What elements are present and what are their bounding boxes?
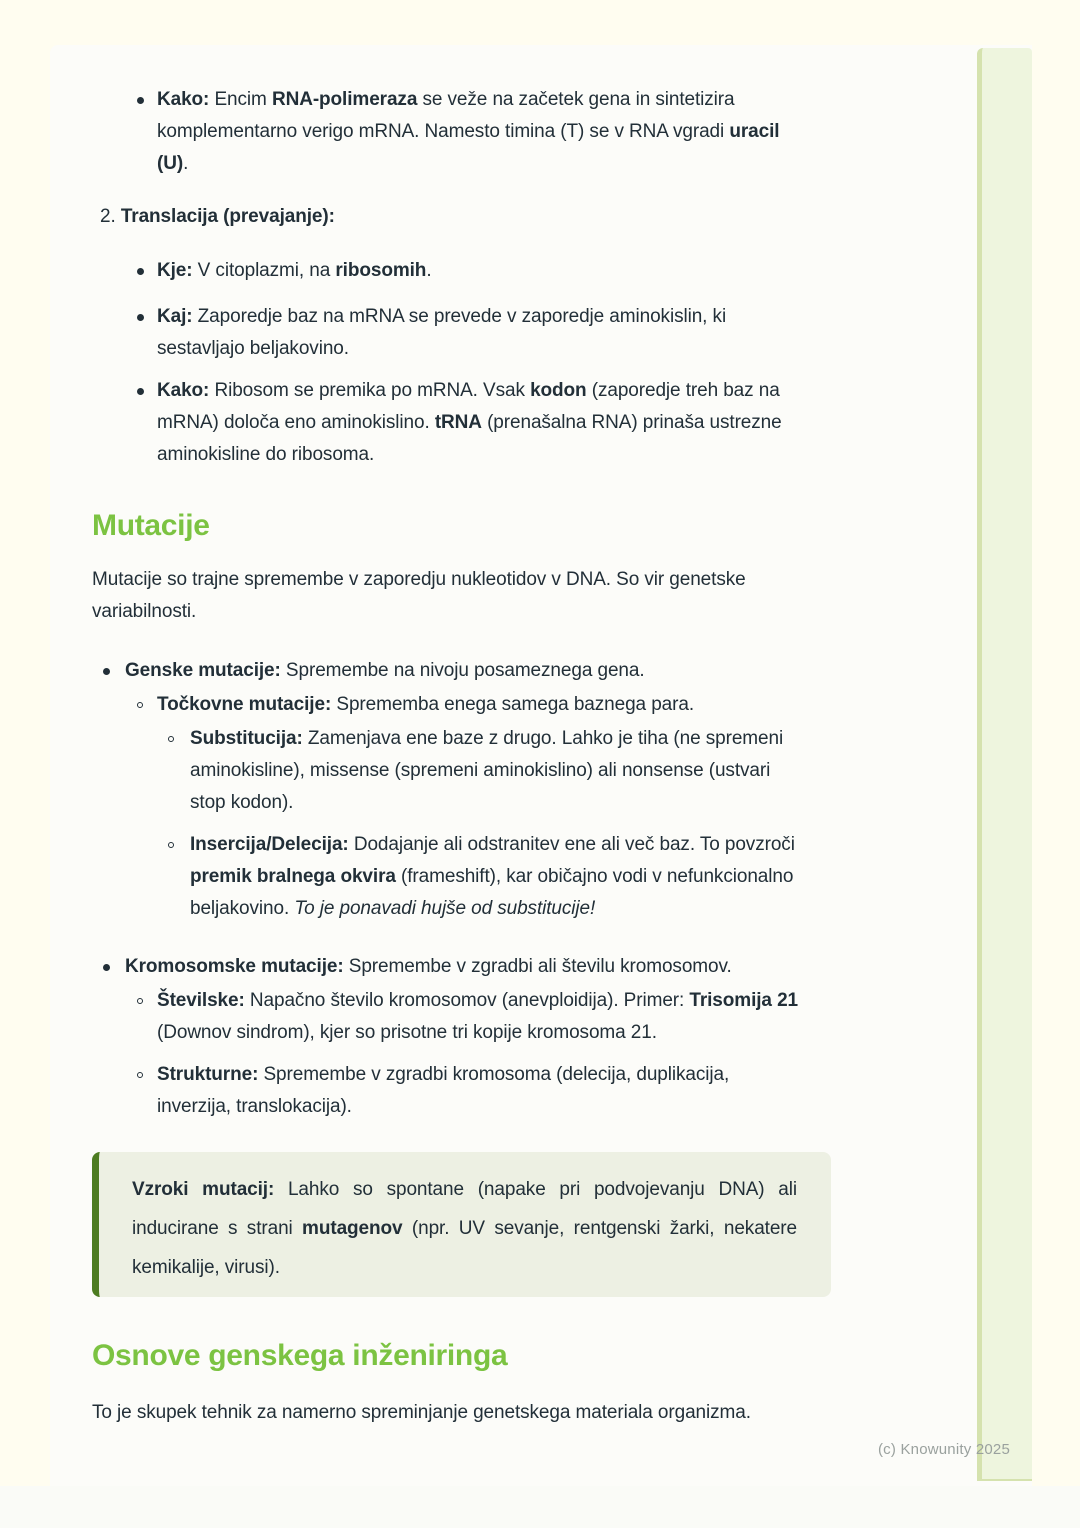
numbered-item-text: 2. Translacija (prevajanje): — [100, 206, 335, 227]
list-item-text: Kje: V citoplazmi, na ribosomih. — [157, 260, 432, 281]
bullet-dot-icon — [137, 388, 144, 395]
bullet-dot-icon — [103, 668, 110, 675]
list-item-text: Strukturne: Spremembe v zgradbi kromosoma (delecija, duplikacija, inverzija, translokacija). — [157, 1064, 730, 1117]
list-item-insercija-delecija — [92, 829, 832, 925]
section-heading-osnove: Osnove genskega inženiringa — [92, 1339, 508, 1372]
list-item-text: Številske: Napačno število kromosomov (anevploidija). Primer: Trisomija 21 (Downov sindrom), kjer so prisotne tri kopije kromosoma 21. — [157, 990, 799, 1043]
list-item-strukturne — [92, 1059, 832, 1123]
list-item-text: Genske mutacije: Spremembe na nivoju posameznega gena. — [125, 660, 645, 681]
bullet-circle-icon — [137, 998, 143, 1004]
list-item-text: Insercija/Delecija: Dodajanje ali odstranitev ene ali več baz. To povzroči premik bralnega okvira (frameshift), kar običajno vodi v nefunkcionalno beljakovino. To je ponavadi hujše od substitucije! — [190, 834, 795, 919]
list-item-text: Kromosomske mutacije: Spremembe v zgradbi ali številu kromosomov. — [125, 956, 732, 977]
callout-box — [92, 1152, 831, 1297]
section-heading-mutacije: Mutacije — [92, 509, 210, 542]
bullet-circle-icon — [168, 842, 174, 848]
bullet-dot-icon — [137, 314, 144, 321]
list-item-text: Kaj: Zaporedje baz na mRNA se prevede v zaporedje aminokislin, ki sestavljajo beljakovino. — [157, 306, 727, 359]
list-item-text: Substitucija: Zamenjava ene baze z drugo. Lahko je tiha (ne spremeni aminokisline), missense (spremeni aminokislino) ali nonsense (ustvari stop kodon). — [190, 728, 784, 813]
list-item-text: Kako: Ribosom se premika po mRNA. Vsak kodon (zaporedje treh baz na mRNA) določa eno aminokislino. tRNA (prenašalna RNA) prinaša ustrezne aminokisline do ribosoma. — [157, 380, 782, 465]
document-content — [92, 45, 832, 1429]
list-item-text: Točkovne mutacije: Sprememba enega samega baznega para. — [157, 694, 695, 715]
list-item-text: Kako: Encim RNA-polimeraza se veže na začetek gena in sintetizira komplementarno verigo mRNA. Namesto timina (T) se v RNA vgradi uracil (U). — [157, 89, 780, 174]
list-item-kaj — [92, 301, 832, 365]
list-item-tockovne-mutacije — [92, 689, 832, 721]
list-item-kako-translation — [92, 375, 832, 471]
document-page — [50, 45, 1032, 1486]
bullet-dot-icon — [137, 268, 144, 275]
list-item-kje — [92, 255, 832, 287]
copyright-watermark: (c) Knowunity 2025 — [877, 1441, 1010, 1458]
bullet-circle-icon — [137, 702, 143, 708]
engineering-intro-paragraph: To je skupek tehnik za namerno spreminjanje genetskega materiala organizma. — [92, 1402, 751, 1423]
mutations-intro-paragraph: Mutacije so trajne spremembe v zaporedju nukleotidov v DNA. So vir genetske variabilnosti. — [92, 569, 746, 622]
list-item-kromosomske-mutacije — [92, 951, 832, 983]
bullet-dot-icon — [103, 964, 110, 971]
list-item-translacija-heading — [92, 201, 832, 233]
callout-text: Vzroki mutacij: Lahko so spontane (napake pri podvojevanju DNA) ali inducirane s strani mutagenov (npr. UV sevanje, rentgenski žarki, nekatere kemikalije, virusi). — [132, 1179, 797, 1278]
bullet-dot-icon — [137, 97, 144, 104]
list-item-substitucija — [92, 723, 832, 819]
bullet-circle-icon — [168, 736, 174, 742]
list-item-kako-transcription — [92, 84, 832, 180]
bullet-circle-icon — [137, 1072, 143, 1078]
page-edge-strip — [977, 48, 1032, 1481]
list-item-stevilske — [92, 985, 832, 1049]
list-item-genske-mutacije — [92, 655, 832, 687]
